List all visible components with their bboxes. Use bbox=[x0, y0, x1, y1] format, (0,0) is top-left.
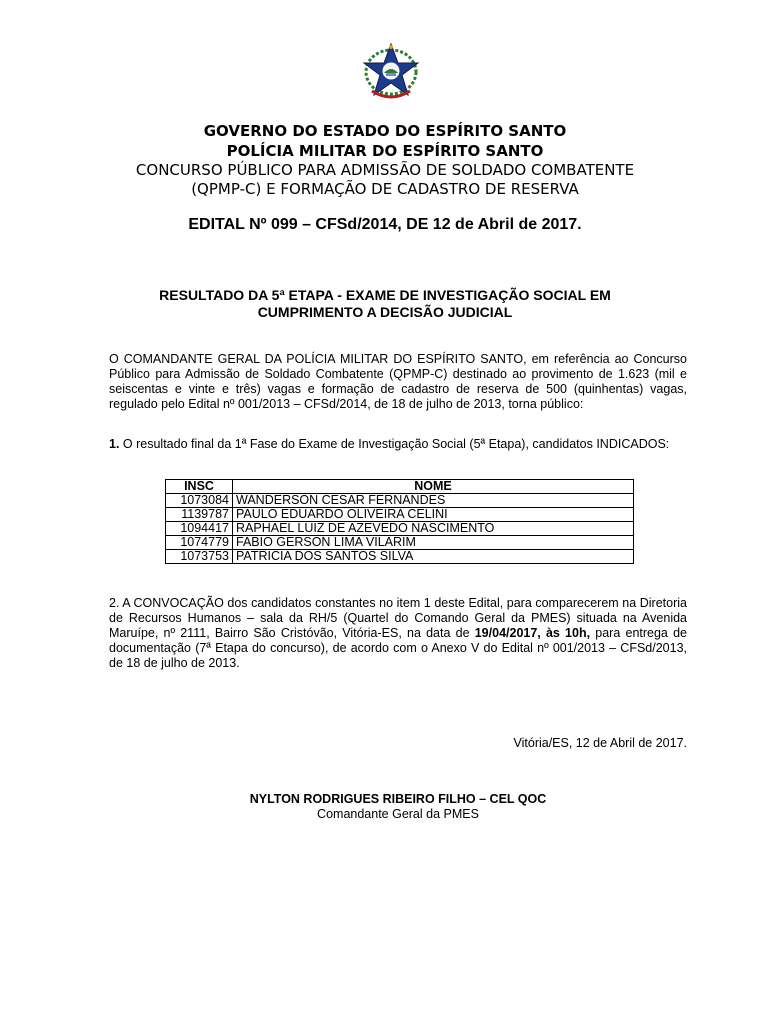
item-1-number: 1. bbox=[109, 437, 120, 451]
table-row bbox=[166, 508, 634, 522]
signatory-name: NYLTON RODRIGUES RIBEIRO FILHO – CEL QOC bbox=[249, 792, 547, 806]
cell-nome: RAPHAEL LUIZ DE AZEVEDO NASCIMENTO bbox=[233, 522, 634, 536]
item-2-text-part1: 2. A CONVOCAÇÃO dos candidatos constantes no item 1 deste Edital, para comparecerem na Diretoria de Recursos Humanos – sala da RH/5 (Quartel do Comando Geral da PMES) situada na Avenida Maruípe, nº 2111, Bairro São Cristóvão, Vitória-ES, na data de bbox=[109, 596, 687, 640]
table-row bbox=[166, 494, 634, 508]
cell-nome: FABIO GERSON LIMA VILARIM bbox=[233, 536, 634, 550]
signatory-role: Comandante Geral da PMES bbox=[317, 807, 479, 821]
candidates-table bbox=[165, 479, 634, 564]
intro-paragraph: O COMANDANTE GERAL DA POLÍCIA MILITAR DO ESPÍRITO SANTO, em referência ao Concurso Público para Admissão de Soldado Combatente (QPMP-C) destinado ao provimento de 1.623 (mil e seiscentas e vinte e três) vagas e formação de cadastro de reserva de 500 (quinhentas) vagas, regulado pelo Edital nº 001/2013 – CFSd/2014, de 18 de julho de 2013, torna público: bbox=[109, 352, 687, 411]
coat-of-arms-icon bbox=[360, 41, 422, 101]
table-row bbox=[166, 522, 634, 536]
cell-nome: WANDERSON CESAR FERNANDES bbox=[233, 494, 634, 508]
result-heading bbox=[0, 287, 770, 321]
item-1-text: O resultado final da 1ª Fase do Exame de Investigação Social (5ª Etapa), candidatos INDICADOS: bbox=[119, 437, 670, 451]
item-2-text-part2: para entrega de documentação (7ª Etapa do concurso), de acordo com o Anexo V do Edital nº 001/2013 – CFSd/2013, de 18 de julho de 2013. bbox=[109, 626, 687, 670]
cell-nome: PATRICIA DOS SANTOS SILVA bbox=[233, 550, 634, 564]
signature-block bbox=[0, 792, 770, 822]
item-2-paragraph bbox=[109, 596, 687, 671]
cell-insc: 1139787 bbox=[166, 508, 233, 522]
result-heading-line1: RESULTADO DA 5ª ETAPA - EXAME DE INVESTIGAÇÃO SOCIAL EM bbox=[159, 287, 611, 303]
item-1-paragraph bbox=[109, 437, 687, 452]
header-contest-cont: (QPMP-C) E FORMAÇÃO DE CADASTRO DE RESERVA bbox=[191, 180, 579, 198]
place-date: Vitória/ES, 12 de Abril de 2017. bbox=[513, 736, 687, 750]
item-2-date-time: 19/04/2017, às 10h, bbox=[474, 626, 591, 640]
result-heading-line2: CUMPRIMENTO A DECISÃO JUDICIAL bbox=[257, 304, 513, 320]
table-row bbox=[166, 550, 634, 564]
column-header-nome: NOME bbox=[233, 480, 634, 494]
column-header-insc: INSC bbox=[166, 480, 233, 494]
edital-title: EDITAL Nº 099 – CFSd/2014, DE 12 de Abril de 2017. bbox=[188, 216, 582, 233]
header-contest: CONCURSO PÚBLICO PARA ADMISSÃO DE SOLDADO COMBATENTE bbox=[135, 161, 635, 179]
cell-insc: 1094417 bbox=[166, 522, 233, 536]
table-row bbox=[166, 536, 634, 550]
table-header-row bbox=[166, 480, 634, 494]
header-police: POLÍCIA MILITAR DO ESPÍRITO SANTO bbox=[226, 142, 544, 160]
cell-insc: 1073084 bbox=[166, 494, 233, 508]
document-header bbox=[0, 121, 770, 199]
cell-nome: PAULO EDUARDO OLIVEIRA CELINI bbox=[233, 508, 634, 522]
cell-insc: 1073753 bbox=[166, 550, 233, 564]
cell-insc: 1074779 bbox=[166, 536, 233, 550]
header-government: GOVERNO DO ESTADO DO ESPÍRITO SANTO bbox=[203, 122, 567, 140]
